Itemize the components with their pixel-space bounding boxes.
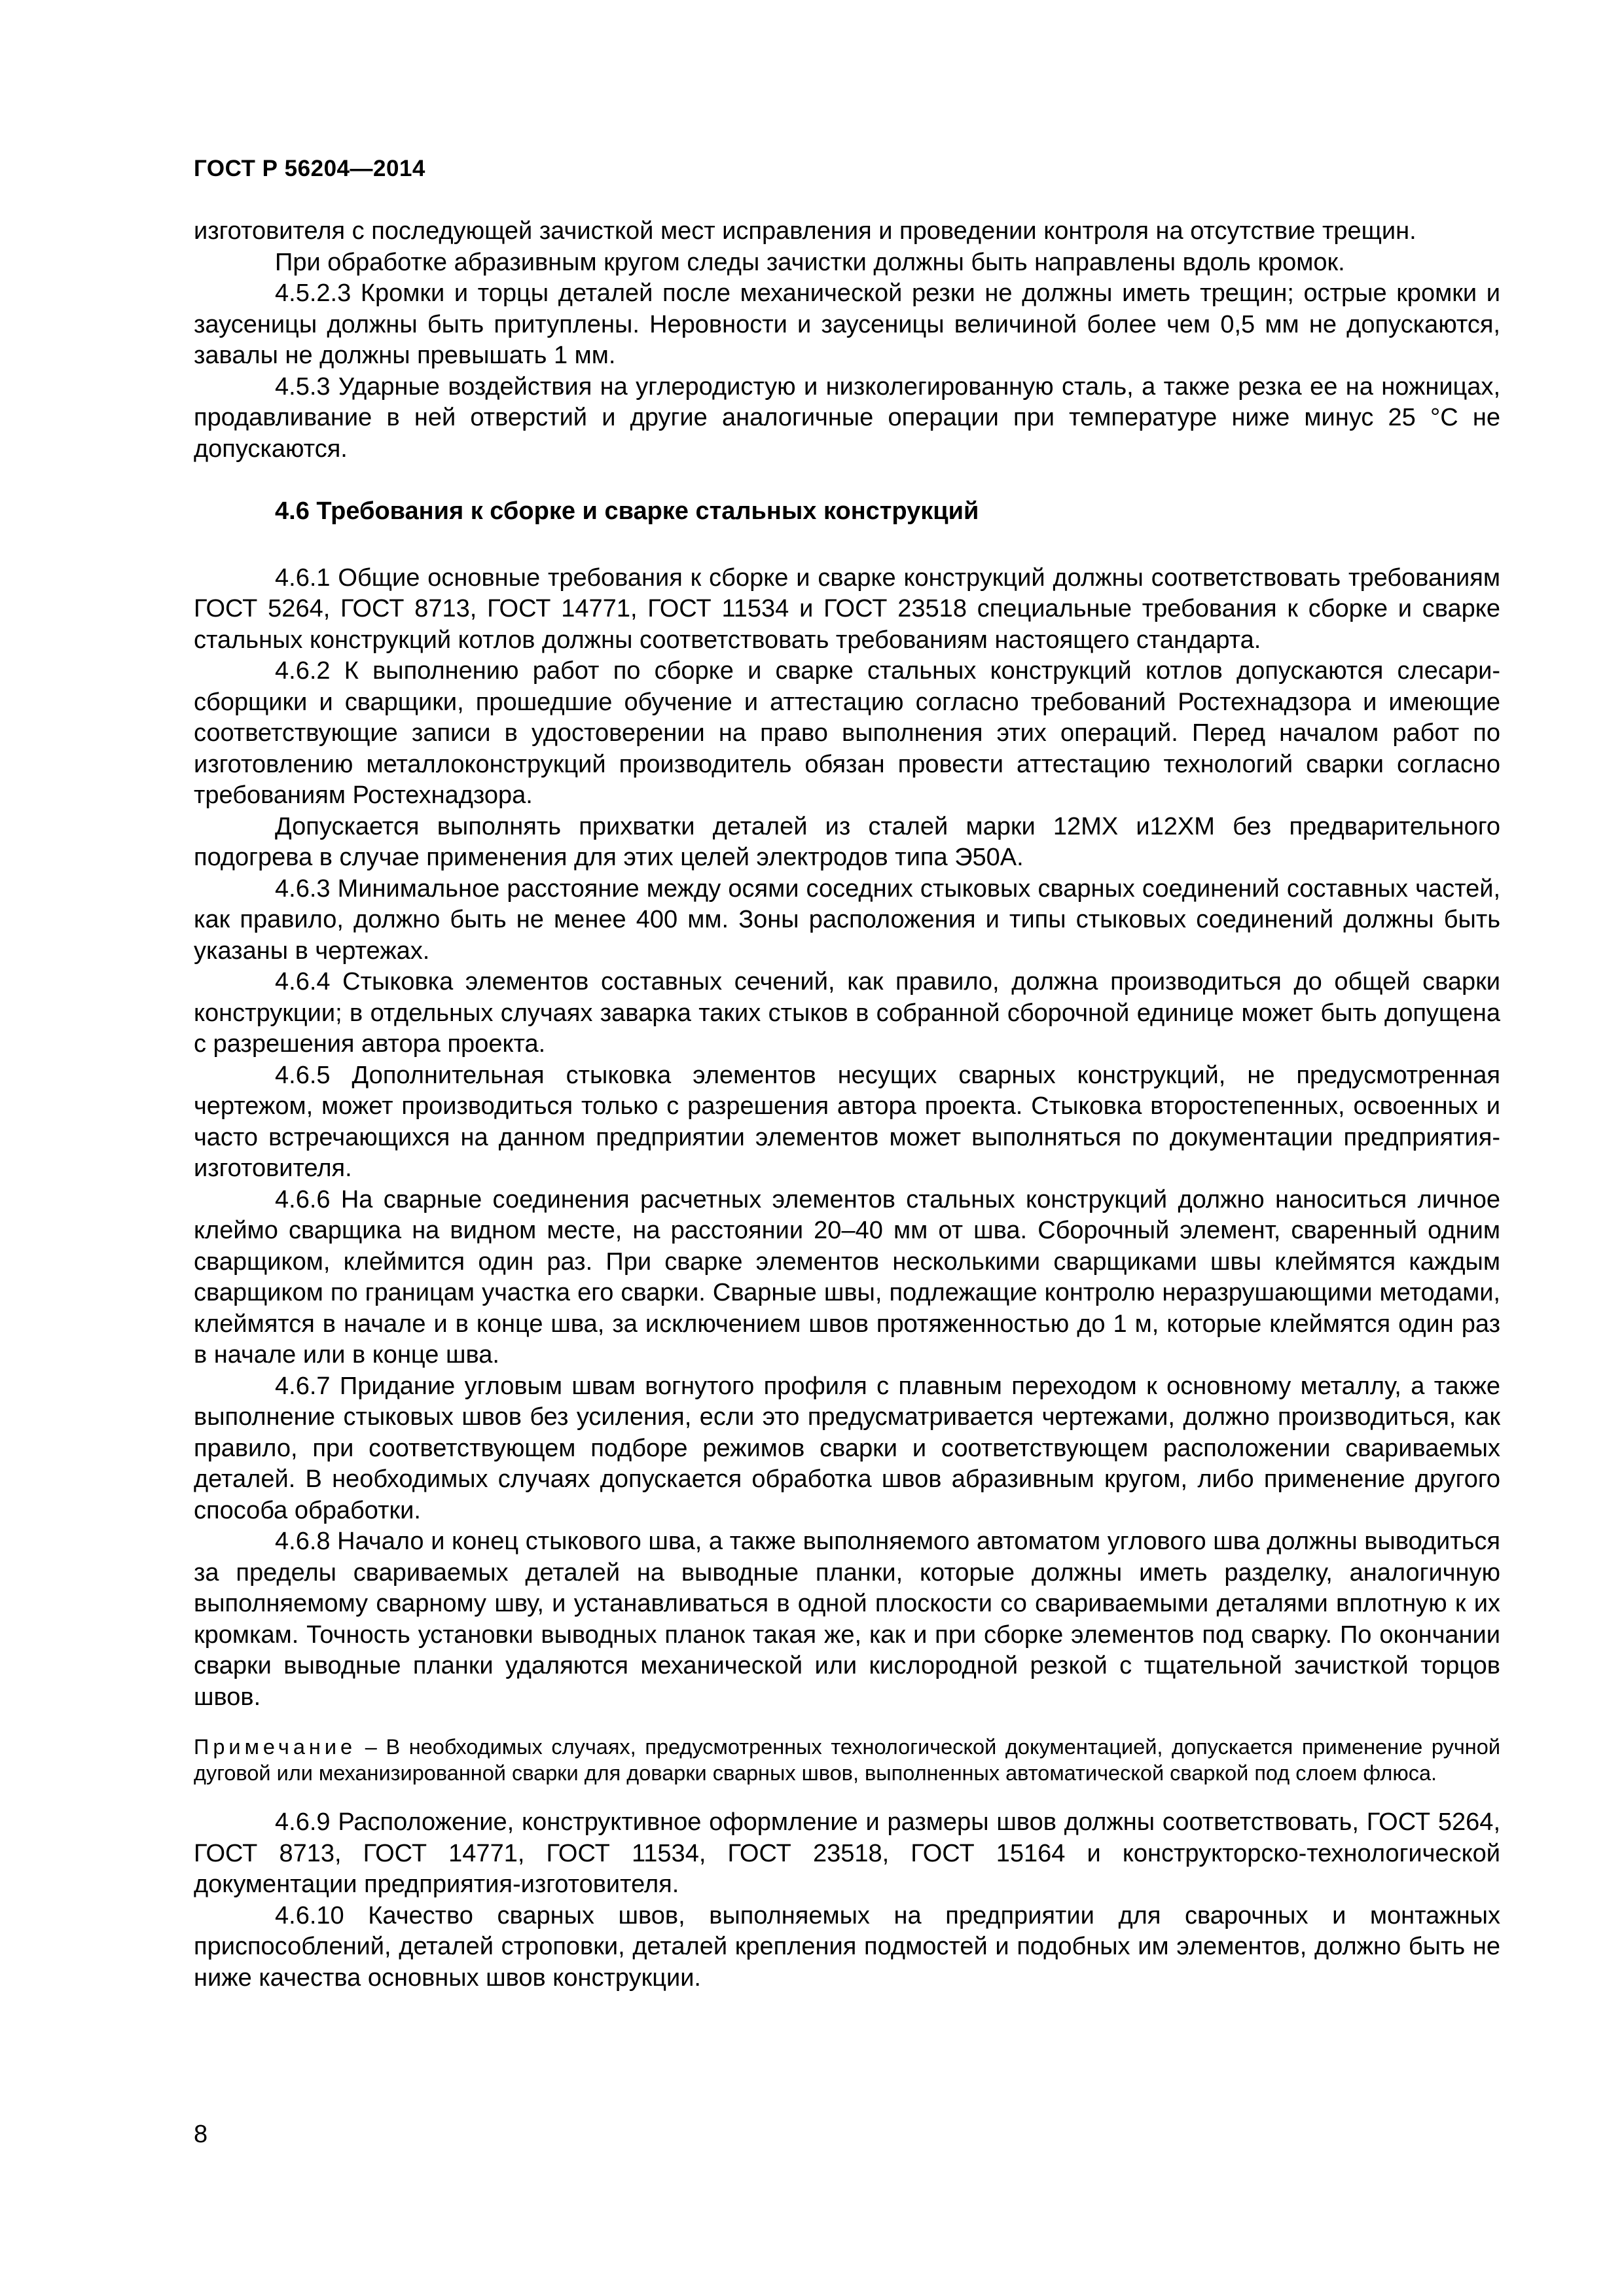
paragraph-4-6-6: 4.6.6 На сварные соединения расчетных элементов стальных конструкций должно наноситься личное клеймо сварщика на видном месте, на расстоянии 20–40 мм от шва. Сборочный элемент, сваренный одним сварщиком, клеймится один раз. При сварке элементов несколькими сварщиками швы клеймятся каждым сварщиком по границам участка его сварки. Сварные швы, подлежащие контролю неразрушающими методами, клеймятся в начале и в конце шва, за исключением швов протяженностью до 1 м, которые клеймятся один раз в начале или в конце шва. <box>194 1185 1500 1369</box>
section-title-4-6: 4.6 Требования к сборке и сварке стальных конструкций <box>275 497 979 525</box>
paragraph-continuation: изготовителя с последующей зачисткой мест исправления и проведении контроля на отсутствие трещин. <box>194 217 1416 245</box>
paragraph-4-6-2: 4.6.2 К выполнению работ по сборке и сварке стальных конструкций котлов допускаются слесари-сборщики и сварщики, прошедшие обучение и аттестацию согласно требований Ростехнадзора и имеющие соответствующие записи в удостоверении на право выполнения этих операций. Перед началом работ по изготовлению металлоконструкций производитель обязан провести аттестацию технологий сварки согласно требованиям Ростехнадзора. <box>194 657 1500 809</box>
page-number: 8 <box>194 2121 208 2148</box>
paragraph-4-6-10: 4.6.10 Качество сварных швов, выполняемых на предприятии для сварочных и монтажных приспособлений, деталей строповки, деталей крепления подмостей и подобных им элементов, должно быть не ниже качества основных швов конструкции. <box>194 1901 1500 1992</box>
note-block <box>194 1734 1500 1786</box>
document-header: ГОСТ Р 56204—2014 <box>194 156 425 181</box>
note-dash: – <box>356 1735 386 1759</box>
paragraph-4-6-7: 4.6.7 Придание угловым швам вогнутого профиля с плавным переходом к основному металлу, а также выполнение стыковых швов без усиления, если это предусматривается чертежами, должно производиться, как правило, при соответствующем подборе режимов сварки и соответствующем расположении свариваемых деталей. В необходимых случаях допускается обработка швов абразивным кругом, либо применение другого способа обработки. <box>194 1372 1500 1524</box>
note-text: В необходимых случаях, предусмотренных технологической документацией, допускается применение ручной дуговой или механизированной сварки для доварки сварных швов, выполненных автоматической сваркой под слоем флюса. <box>194 1735 1500 1785</box>
document-body <box>194 216 1500 1994</box>
paragraph-4-6-4: 4.6.4 Стыковка элементов составных сечений, как правило, должна производиться до общей сварки конструкции; в отдельных случаях заварка таких стыков в собранной сборочной единице может быть допущена с разрешения автора проекта. <box>194 968 1500 1058</box>
paragraph-4-6-3: 4.6.3 Минимальное расстояние между осями соседних стыковых сварных соединений составных частей, как правило, должно быть не менее 400 мм. Зоны расположения и типы стыковых соединений должны быть указаны в чертежах. <box>194 874 1500 965</box>
paragraph-4-5-2-3: 4.5.2.3 Кромки и торцы деталей после механической резки не должны иметь трещин; острые кромки и заусеницы должны быть притуплены. Неровности и заусеницы величиной более чем 0,5 мм не допускаются, завалы не должны превышать 1 мм. <box>194 279 1500 369</box>
note-label: Примечание <box>194 1735 357 1759</box>
paragraph-4-6-1: 4.6.1 Общие основные требования к сборке и сварке конструкций должны соответствовать требованиям ГОСТ 5264, ГОСТ 8713, ГОСТ 14771, ГОСТ 11534 и ГОСТ 23518 специальные требования к сборке и сварке стальных конструкций котлов должны соответствовать требованиям настоящего стандарта. <box>194 564 1500 654</box>
paragraph-4-5-3: 4.5.3 Ударные воздействия на углеродистую и низколегированную сталь, а также резка ее на ножницах, продавливание в ней отверстий и другие аналогичные операции при температуре ниже минус 25 °С не допускаются. <box>194 372 1500 463</box>
paragraph-4-6-5: 4.6.5 Дополнительная стыковка элементов несущих сварных конструкций, не предусмотренная чертежом, может производиться только с разрешения автора проекта. Стыковка второстепенных, освоенных и часто встречающихся на данном предприятии элементов может выполняться по документации предприятия-изготовителя. <box>194 1061 1500 1182</box>
paragraph-abrasive: При обработке абразивным кругом следы зачистки должны быть направлены вдоль кромок. <box>275 248 1345 276</box>
paragraph-4-6-9: 4.6.9 Расположение, конструктивное оформление и размеры швов должны соответствовать, ГОСТ 5264, ГОСТ 8713, ГОСТ 14771, ГОСТ 11534, ГОСТ 23518, ГОСТ 15164 и конструкторско-технологической документации предприятия-изготовителя. <box>194 1808 1500 1898</box>
paragraph-tack-welds: Допускается выполнять прихватки деталей из сталей марки 12МХ и12ХМ без предварительного подогрева в случае применения для этих целей электродов типа Э50А. <box>194 812 1500 871</box>
paragraph-4-6-8: 4.6.8 Начало и конец стыкового шва, а также выполняемого автоматом углового шва должны выводиться за пределы свариваемых деталей на выводные планки, которые должны иметь разделку, аналогичную выполняемому сварному шву, и устанавливаться в одной плоскости со свариваемыми деталями вплотную к их кромкам. Точность установки выводных планок такая же, как и при сборке элементов под сварку. По окончании сварки выводные планки удаляются механической или кислородной резкой с тщательной зачисткой торцов швов. <box>194 1528 1500 1711</box>
